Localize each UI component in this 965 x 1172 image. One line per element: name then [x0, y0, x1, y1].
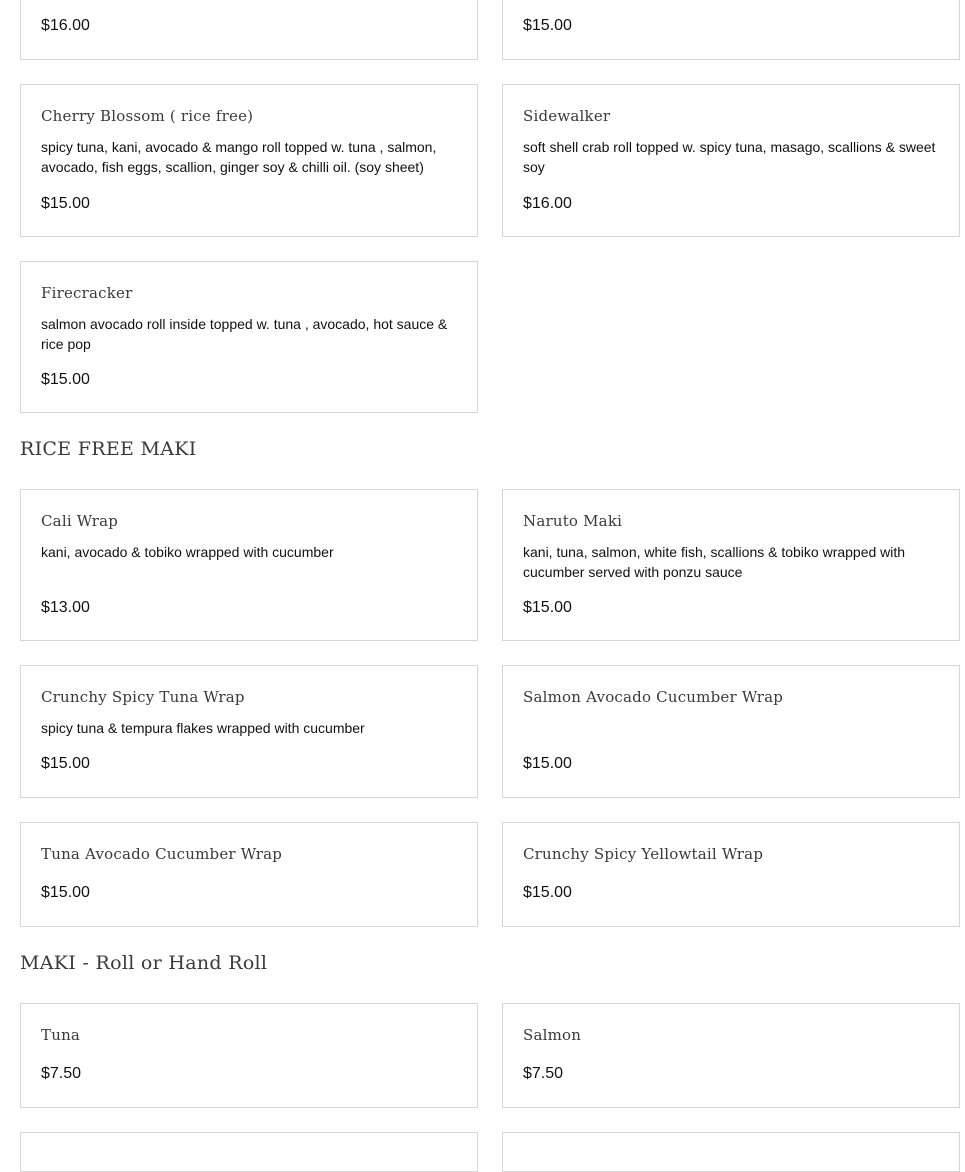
item-price: $16.00 — [523, 195, 572, 212]
menu-item-card[interactable] — [502, 489, 960, 641]
item-name: Tuna — [41, 1026, 81, 1044]
item-name: Salmon Avocado Cucumber Wrap — [523, 688, 784, 706]
menu-item-card[interactable] — [20, 822, 478, 927]
item-name: Firecracker — [41, 284, 133, 302]
menu-item-card[interactable] — [20, 84, 478, 237]
item-name: Crunchy Spicy Yellowtail Wrap — [523, 845, 764, 863]
section-title-maki: MAKI - Roll or Hand Roll — [20, 952, 268, 974]
item-name: Tuna Avocado Cucumber Wrap — [41, 845, 283, 863]
menu-item-card[interactable] — [20, 1132, 478, 1172]
item-name: Salmon — [523, 1026, 582, 1044]
item-price: $7.50 — [41, 1065, 82, 1082]
item-description: kani, avocado & tobiko wrapped with cucumber — [41, 544, 334, 560]
item-name: Crunchy Spicy Tuna Wrap — [41, 688, 245, 706]
menu-item-card[interactable] — [502, 665, 960, 798]
menu-item-card[interactable] — [20, 0, 478, 60]
menu-item-card[interactable] — [20, 665, 478, 798]
section-title-rice-free-maki: RICE FREE MAKI — [20, 438, 197, 460]
menu-item-card[interactable] — [502, 1003, 960, 1108]
item-price: $15.00 — [523, 17, 572, 34]
item-price: $15.00 — [41, 755, 90, 772]
menu-item-card[interactable] — [502, 1132, 960, 1172]
item-price: $16.00 — [41, 17, 90, 34]
menu-item-card[interactable] — [20, 261, 478, 413]
menu-item-card[interactable] — [502, 822, 960, 927]
item-price: $13.00 — [41, 599, 90, 616]
item-name: Naruto Maki — [523, 512, 623, 530]
menu-item-card[interactable] — [502, 84, 960, 237]
menu-item-card[interactable] — [20, 489, 478, 641]
item-description: kani, tuna, salmon, white fish, scallions & tobiko wrapped with cucumber served with ponzu sauce — [523, 544, 906, 580]
item-name: Cherry Blossom ( rice free) — [41, 107, 254, 125]
menu-item-card[interactable] — [20, 1003, 478, 1108]
item-price: $15.00 — [41, 195, 90, 212]
item-name: Cali Wrap — [41, 512, 119, 530]
item-price: $15.00 — [41, 884, 90, 901]
item-price: $15.00 — [523, 599, 572, 616]
item-description: spicy tuna, kani, avocado & mango roll topped w. tuna , salmon, avocado, fish eggs, scallion, ginger soy & chilli oil. (soy sheet) — [41, 139, 437, 175]
item-description: soft shell crab roll topped w. spicy tuna, masago, scallions & sweet soy — [523, 139, 936, 175]
item-name: Sidewalker — [523, 107, 611, 125]
menu-item-card[interactable] — [502, 0, 960, 60]
item-description: spicy tuna & tempura flakes wrapped with cucumber — [41, 720, 365, 736]
item-price: $15.00 — [523, 755, 572, 772]
item-price: $15.00 — [523, 884, 572, 901]
item-description: salmon avocado roll inside topped w. tuna , avocado, hot sauce & rice pop — [41, 316, 448, 352]
item-price: $15.00 — [41, 371, 90, 388]
item-price: $7.50 — [523, 1065, 564, 1082]
